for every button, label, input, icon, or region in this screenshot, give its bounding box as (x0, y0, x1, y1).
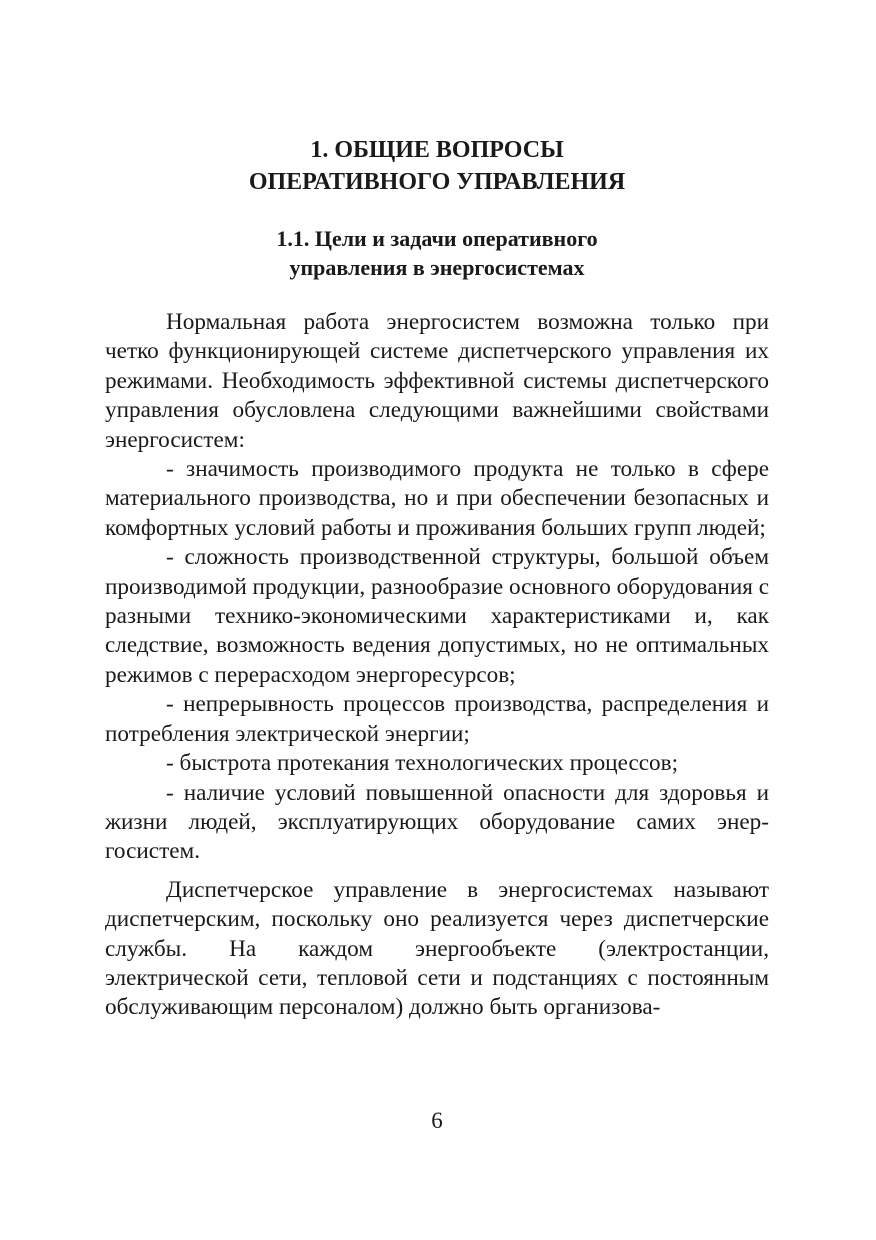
section-title-line-2: управления в энергосистемах (289, 255, 585, 280)
list-item-danger: - наличие условий повышенной опасности для здоровья и жизни людей, эксплуатирующих оборудование самих энергосистем. (105, 779, 769, 865)
page-number: 6 (431, 1108, 443, 1133)
chapter-title (105, 134, 769, 198)
list-item-speed: - быстрота протекания технологических процессов; (166, 750, 679, 777)
list-item-continuity: - непрерывность процессов производства, распределения и потребления электрической энергии; (105, 691, 769, 747)
chapter-title-line-1: 1. ОБЩИЕ ВОПРОСЫ (310, 137, 564, 163)
paragraph-dispatch: Диспетчерское управление в энергосистемах называют диспетчерским, поскольку оно реализуется через диспетчерские службы. На каждом энергообъекте (электростанции, электрической сети, тепловой сети и подстанциях с постоянным обслуживающим персоналом) должно быть организова- (105, 876, 769, 1021)
chapter-title-line-2: ОПЕРАТИВНОГО УПРАВЛЕНИЯ (248, 169, 626, 195)
list-item-significance: - значимость производимого продукта не только в сфере материального производства, но и при обеспечении безопасных и комфортных условий работы и проживания больших групп людей; (105, 456, 769, 541)
paragraph-intro: Нормальная работа энергосистем возможна только при четко функционирующей системе диспетчерского управления их режимами. Необходимость эффективной системы диспетчерского управления обусловлена следующими важнейшими свойствами энергосистем: (105, 309, 769, 453)
book-page (105, 0, 769, 1240)
body-text (105, 308, 769, 1023)
section-title-line-1: 1.1. Цели и задачи оперативного (276, 226, 598, 251)
list-item-complexity: - сложность производственной структуры, большой объем производимой продукции, разнообразие основного оборудования с разными технико-экономическими характеристиками и, как следствие, возможность ведения допустимых, но не оптимальных режимов с перерасходом энергоресурсов; (105, 544, 769, 688)
section-title (105, 224, 769, 282)
